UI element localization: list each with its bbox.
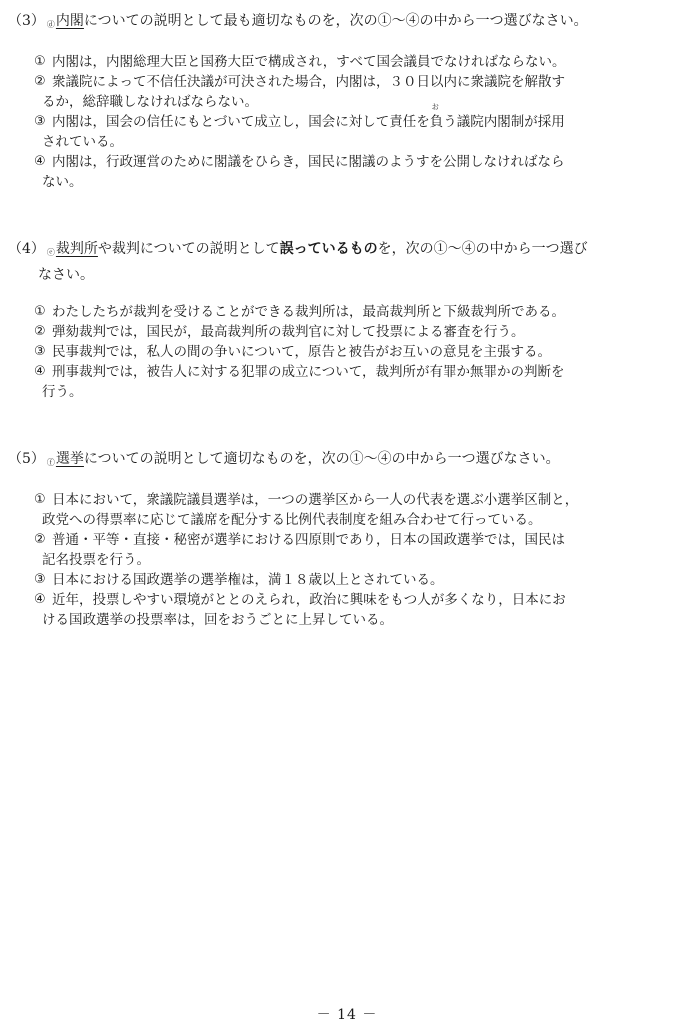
choice-number: ② (34, 324, 46, 339)
choice-item (8, 490, 668, 530)
question-3 (8, 10, 668, 192)
choice-list (8, 52, 668, 192)
choice-text-continued: 政党への得票率に応じて議席を配分する比例代表制度を組み合わせて行っている。 (42, 512, 542, 528)
choice-number: ③ (34, 572, 46, 587)
choice-text: 内閣は，行政運営のために閣議をひらき，国民に閣議のようすを公開しなければなら (52, 154, 565, 170)
choice-text-continued: ける国政選挙の投票率は，回をおうごとに上昇している。 (42, 612, 393, 628)
choice-item (8, 570, 668, 590)
choice-number: ① (34, 304, 46, 319)
underlined-term: 裁判所 (55, 241, 98, 257)
question-5 (8, 448, 668, 630)
furigana-reading: お (431, 103, 439, 111)
choice-text-continued: されている。 (42, 134, 123, 150)
choice-text: 近年，投票しやすい環境がととのえられ，政治に興味をもつ人が多くなり，日本にお (52, 592, 566, 608)
prompt-text: についての説明として適切なものを，次の①～④の中から一つ選びなさい。 (83, 451, 560, 467)
reference-mark: ⓔ (46, 248, 55, 257)
choice-item (8, 322, 668, 342)
underlined-term: 選挙 (55, 451, 84, 467)
reference-mark: ⓕ (46, 458, 55, 467)
choice-number: ④ (34, 364, 46, 379)
choice-number: ③ (34, 344, 46, 359)
choice-text: 日本において，衆議院議員選挙は，一つの選挙区から一人の代表を選ぶ小選挙区制と， (52, 492, 579, 508)
choice-text: 民事裁判では，私人の間の争いについて，原告と被告がお互いの意見を主張する。 (52, 344, 551, 360)
choice-item (8, 590, 668, 630)
choice-text-continued: ない。 (42, 174, 83, 190)
question-5-prompt (8, 448, 668, 474)
question-4-prompt (8, 238, 668, 286)
prompt-text: や裁判についての説明として (97, 241, 280, 257)
choice-number: ① (34, 54, 46, 69)
question-number: （3） (8, 13, 45, 29)
choice-item (8, 152, 668, 192)
choice-item (8, 72, 668, 112)
choice-text-part: 内閣は，国会の信任にもとづいて成立し，国会に対して責任を (52, 114, 430, 130)
choice-item (8, 342, 668, 362)
furigana-base: 負 (429, 114, 444, 130)
choice-text: 弾劾裁判では，国民が，最高裁判所の裁判官に対して投票による審査を行う。 (52, 324, 525, 340)
choice-text: 内閣は，内閣総理大臣と国務大臣で構成され，すべて国会議員でなければならない。 (52, 54, 566, 70)
choice-number: ② (34, 74, 46, 89)
choice-text: 衆議院によって不信任決議が可決された場合，内閣は，３０日以内に衆議院を解散す (52, 74, 565, 90)
choice-text: 日本における国政選挙の選挙権は，満１８歳以上とされている。 (52, 572, 444, 588)
choice-text-continued: るか，総辞職しなければならない。 (42, 94, 258, 110)
question-number: （5） (8, 451, 45, 467)
choice-text: わたしたちが裁判を受けることができる裁判所は，最高裁判所と下級裁判所である。 (52, 304, 565, 320)
underlined-term: 内閣 (55, 13, 84, 29)
choice-text: 普通・平等・直接・秘密が選挙における四原則であり，日本の国政選挙では，国民は (52, 532, 565, 548)
prompt-text-continued: なさい。 (38, 267, 94, 283)
choice-item (8, 530, 668, 570)
emphasized-text: 誤っているもの (279, 241, 378, 257)
choice-item (8, 362, 668, 402)
choice-number: ① (34, 492, 46, 507)
choice-list (8, 490, 668, 630)
choice-text: 刑事裁判では，被告人に対する犯罪の成立について，裁判所が有罪か無罪かの判断を (52, 364, 565, 380)
choice-text-part: う議院内閣制が採用 (443, 114, 565, 130)
prompt-text: についての説明として最も適切なものを，次の①～④の中から一つ選びなさい。 (83, 13, 588, 29)
choice-number: ③ (34, 114, 46, 129)
question-3-prompt (8, 10, 668, 36)
choice-list (8, 302, 668, 402)
question-4 (8, 238, 668, 402)
choice-number: ④ (34, 154, 46, 169)
choice-number: ④ (34, 592, 46, 607)
page-number: － 14 － (316, 1007, 378, 1023)
choice-number: ② (34, 532, 46, 547)
choice-text-continued: 行う。 (42, 384, 83, 400)
furigana-word (429, 103, 444, 132)
choice-item (8, 103, 668, 152)
choice-text (52, 103, 668, 132)
choice-text-continued: 記名投票を行う。 (42, 552, 150, 568)
choice-item (8, 52, 668, 72)
prompt-text: を，次の①～④の中から一つ選び (377, 241, 588, 257)
question-number: （4） (8, 241, 45, 257)
choice-item (8, 302, 668, 322)
reference-mark: ⓓ (46, 20, 55, 29)
